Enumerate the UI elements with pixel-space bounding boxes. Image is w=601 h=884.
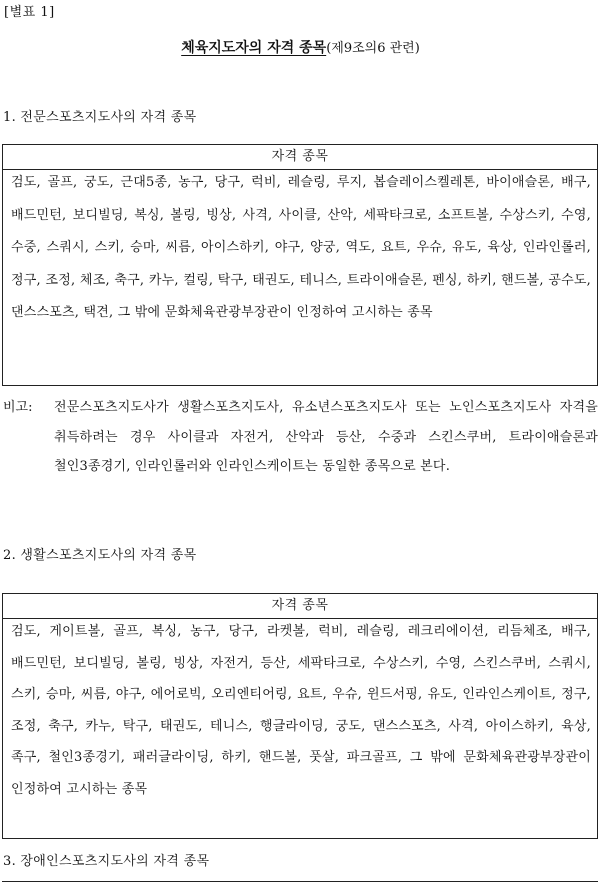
document-title <box>0 37 601 57</box>
document-title-main: 체육지도자의 자격 종목 <box>181 40 327 56</box>
section-1-heading: 1. 전문스포츠지도사의 자격 종목 <box>3 110 197 125</box>
section-1-table-body: 검도, 골프, 궁도, 근대5종, 농구, 당구, 럭비, 레슬링, 루지, 봅슬레이스켈레톤, 바이애슬론, 배구, 배드민턴, 보디빌딩, 복싱, 볼링, 빙상, 사격, 사이클, 산악, 세팍타크로, 소프트볼, 수상스키, 수영, 수중, 스쿼시, 스키, 승마, 씨름, 아이스하키, 야구, 양궁, 역도, 요트, 우슈, 유도, 육상, 인라인롤러, 정구, 조정, 체조, 축구, 카누, 컬링, 탁구, 태권도, 테니스, 트라이애슬론, 펜싱, 하키, 핸드볼, 공수도, 댄스스포츠, 택견, 그 밖에 문화체육관광부장관이 인정하여 고시하는 종목 <box>11 175 591 320</box>
section-2-heading: 2. 생활스포츠지도사의 자격 종목 <box>3 548 197 563</box>
section-1-note <box>3 393 597 513</box>
section-1-table <box>2 144 598 386</box>
section-3-table-top-border <box>2 881 598 882</box>
section-1-note-label: 비고: <box>3 400 33 415</box>
annex-label: [별표 1] <box>4 5 55 20</box>
section-2-table-body: 검도, 게이트볼, 골프, 복싱, 농구, 당구, 라켓볼, 럭비, 레슬링, 레크리에이션, 리듬체조, 배구, 배드민턴, 보디빌딩, 볼링, 빙상, 자전거, 등산, 세팍타크로, 수상스키, 수영, 스킨스쿠버, 스쿼시, 스키, 승마, 씨름, 야구, 에어로빅, 오리엔티어링, 요트, 우슈, 윈드서핑, 유도, 인라인스케이트, 정구, 조정, 축구, 카누, 탁구, 태권도, 테니스, 행글라이딩, 궁도, 댄스스포츠, 사격, 아이스하키, 육상, 족구, 철인3종경기, 패러글라이딩, 하키, 핸드볼, 풋살, 파크골프, 그 밖에 문화체육관광부장관이 인정하여 고시하는 종목 <box>11 624 591 797</box>
section-1-table-header: 자격 종목 <box>3 145 597 170</box>
section-2-table <box>2 593 598 839</box>
section-1-note-text: 전문스포츠지도사가 생활스포츠지도사, 유소년스포츠지도사 또는 노인스포츠지도사 자격을 취득하려는 경우 사이클과 자전거, 산악과 등산, 수중과 스킨스쿠버, 트라이애슬론과 철인3종경기, 인라인롤러와 인라인스케이트는 동일한 종목으로 본다. <box>54 400 598 474</box>
section-2-table-header: 자격 종목 <box>3 594 597 619</box>
document-title-sub: (제9조의6 관련) <box>326 41 420 56</box>
section-3-heading: 3. 장애인스포츠지도사의 자격 종목 <box>3 854 210 869</box>
